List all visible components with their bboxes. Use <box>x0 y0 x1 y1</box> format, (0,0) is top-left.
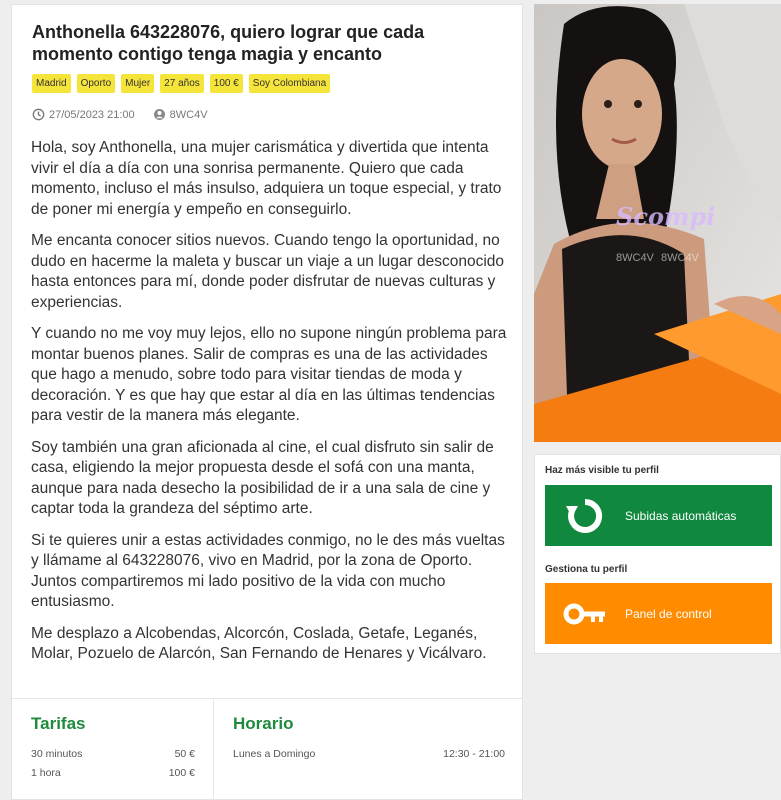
ad-description <box>31 138 507 676</box>
tag-city[interactable]: Madrid <box>32 74 71 93</box>
description-paragraph: Soy también una gran aficionada al cine, el cual disfruto sin salir de casa, eligiendo la mejor propuesta desde el sofá con una manta, aunque para nada desecho la posibilidad de ir a una sala de cine y captar toda la grandeza del séptimo arte. <box>31 438 494 517</box>
schedule-title: Horario <box>233 714 294 733</box>
rate-row <box>31 767 195 779</box>
visibility-label: Haz más visible tu perfil <box>545 465 659 476</box>
control-panel-button[interactable] <box>545 583 772 644</box>
rate-duration: 30 minutos <box>31 748 83 760</box>
photo-code: 8WC4V <box>616 252 654 264</box>
auto-bump-label: Subidas automáticas <box>625 508 737 523</box>
description-paragraph: Me desplazo a Alcobendas, Alcorcón, Coslada, Getafe, Leganés, Molar, Pozuelo de Alarcón, San Fernando de Henares y Vicálvaro. <box>31 624 487 662</box>
rates-title: Tarifas <box>31 714 86 733</box>
ad-title: Anthonella 643228076, quiero lograr que cada momento contigo tenga magia y encanto <box>32 22 425 64</box>
refresh-icon <box>545 485 625 546</box>
rate-price: 100 € <box>168 767 195 779</box>
photo-code: 8WC4V <box>661 252 699 264</box>
description-paragraph: Si te quieres unir a estas actividades conmigo, no le des más vueltas y llámame al 643228076, vivo en Madrid, por la zona de Oporto. Juntos compartiremos mi lado positivo de la vida con mucho entusiasmo. <box>31 531 505 610</box>
rate-price: 50 € <box>174 748 195 760</box>
tag-age[interactable]: 27 años <box>160 74 204 93</box>
rate-duration: 1 hora <box>31 767 61 779</box>
tag-zone[interactable]: Oporto <box>77 74 116 93</box>
tag-price[interactable]: 100 € <box>210 74 243 93</box>
description-paragraph: Hola, soy Anthonella, una mujer carismática y divertida que intenta vivir el día a día con una sonrisa permanente. Quiero que cada momento, incluso el más insulso, adquiera un toque especial, y trato de poner mi energía y empeño en conseguirlo. <box>31 139 502 218</box>
ad-user-code: 8WC4V <box>169 108 208 121</box>
ad-card <box>11 4 523 800</box>
column-divider <box>213 698 214 800</box>
auto-bump-button[interactable] <box>545 485 772 546</box>
description-paragraph: Me encanta conocer sitios nuevos. Cuando tengo la oportunidad, no dudo en hacerme la maleta y buscar un viaje a un lugar desconocido hasta entonces para mí, donde poder disfrutar de nuevas culturas y experiencias. <box>31 232 505 311</box>
section-divider <box>12 698 522 699</box>
control-panel-label: Panel de control <box>625 606 712 621</box>
profile-photo[interactable] <box>534 4 781 442</box>
tag-gender[interactable]: Mujer <box>121 74 154 93</box>
tag-nationality[interactable]: Soy Colombiana <box>249 74 330 93</box>
schedule-days: Lunes a Domingo <box>233 748 316 760</box>
ad-meta <box>32 108 208 121</box>
profile-tools-card <box>534 454 781 654</box>
manage-label: Gestiona tu perfil <box>545 564 628 575</box>
user-icon <box>153 108 166 121</box>
schedule-row <box>233 748 505 760</box>
description-paragraph: Y cuando no me voy muy lejos, ello no supone ningún problema para montar buenos planes. Salir de compras es una de las actividades que hago a menudo, sobre todo para visitar tiendas de moda y decoración. Y es que hay que estar al día en las últimas tendencias para vestir de la manera más elegante. <box>31 325 507 424</box>
photo-watermark: Scompi <box>616 202 716 231</box>
tag-list <box>32 74 330 93</box>
key-icon <box>545 583 625 644</box>
clock-icon <box>32 108 45 121</box>
schedule-hours: 12:30 - 21:00 <box>443 748 505 760</box>
rate-row <box>31 748 195 760</box>
ad-date: 27/05/2023 21:00 <box>49 108 135 121</box>
